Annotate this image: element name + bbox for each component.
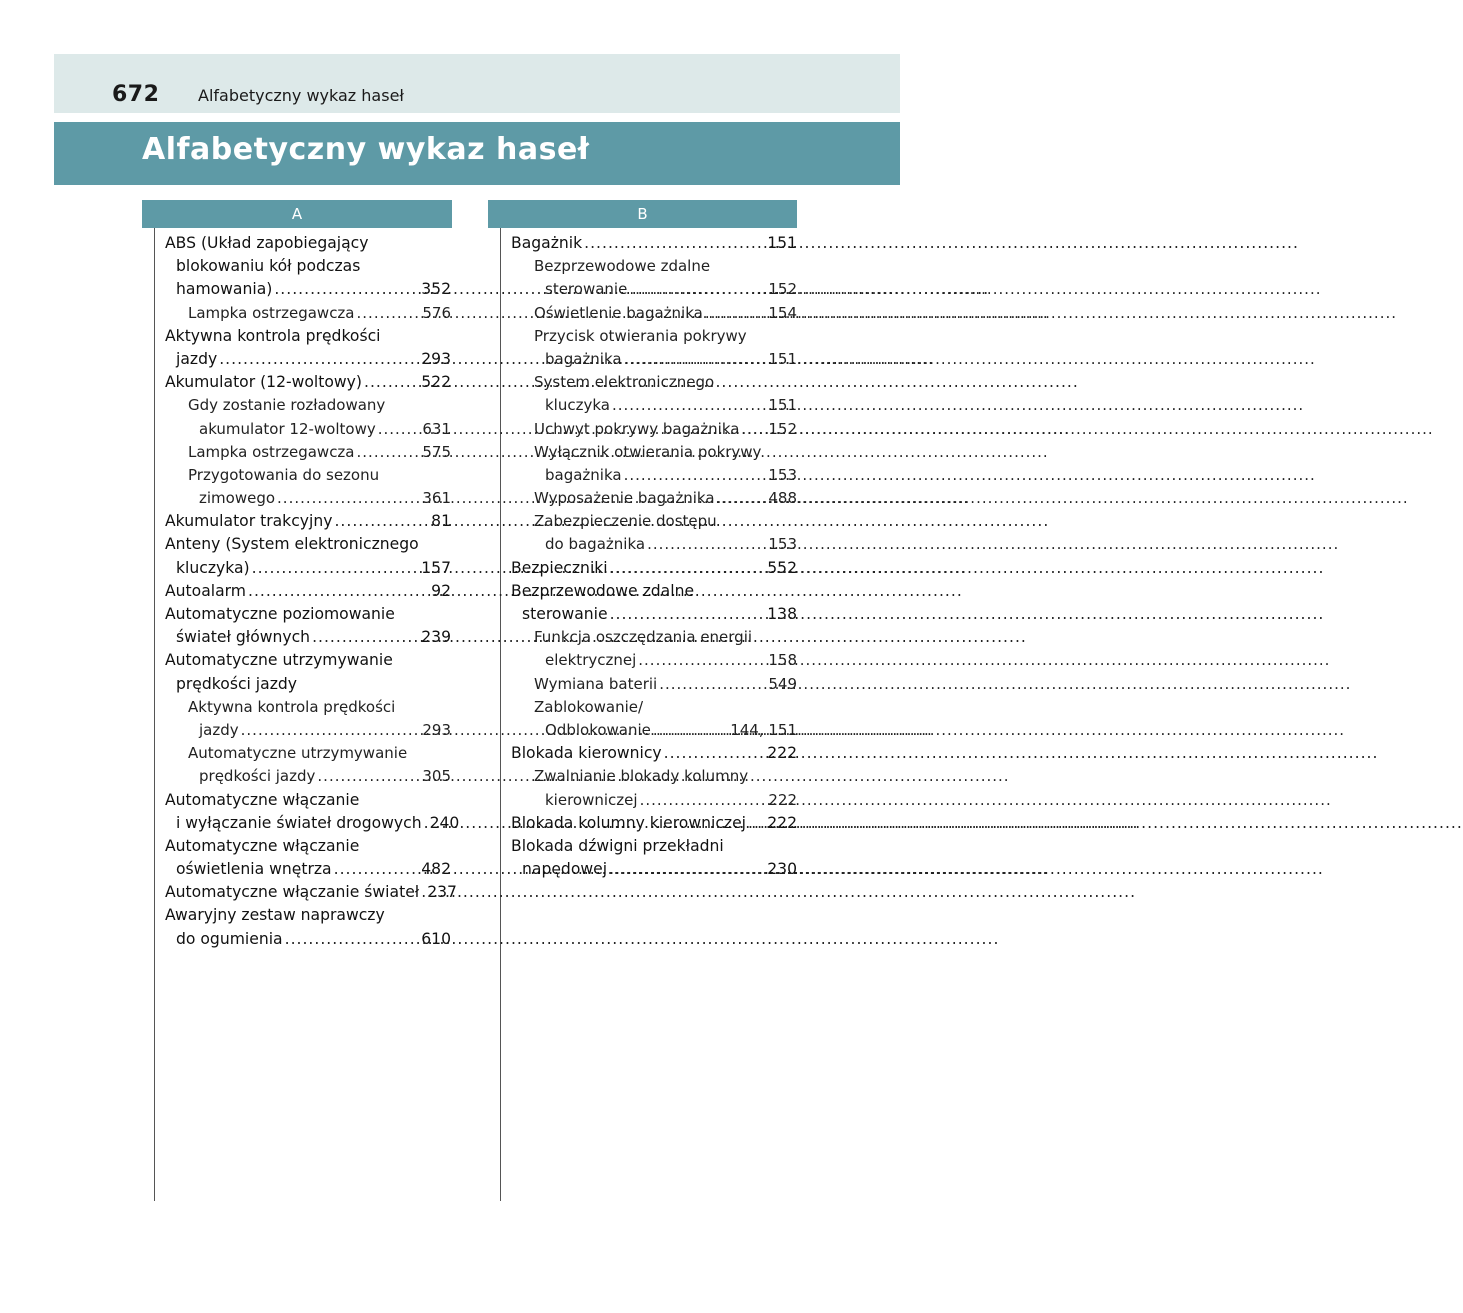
dot-leader xyxy=(246,580,429,603)
entry-label: akumulator 12-woltowy xyxy=(199,419,376,438)
dot-leader xyxy=(376,418,421,441)
entry-label: sterowanie xyxy=(545,280,628,299)
entry-page-number: 222 xyxy=(768,790,797,809)
dot-leader xyxy=(275,487,420,510)
entry-label: Uchwyt pokrywy bagażnika xyxy=(534,419,740,438)
entry-label: Blokada dźwigni przekładni xyxy=(511,836,724,855)
entry-label: Zwalnianie blokady kolumny xyxy=(534,767,749,786)
entry-page-number: 631 xyxy=(422,419,451,438)
column-rule-a xyxy=(154,228,155,1201)
entry-label: Bezprzewodowe zdalne xyxy=(511,581,695,600)
entry-label: hamowania) xyxy=(176,280,273,299)
index-subentry xyxy=(511,394,797,417)
entry-page-number: 151 xyxy=(768,396,797,415)
entry-page-number: 293 xyxy=(422,720,451,739)
entry-page-number: 158 xyxy=(768,651,797,670)
index-subentry xyxy=(165,742,451,765)
entry-page-number: 576 xyxy=(422,303,451,322)
entry-label: System elektronicznego xyxy=(534,373,715,392)
entry-label: Oświetlenie bagażnika xyxy=(534,303,703,322)
index-entry xyxy=(165,533,451,556)
page-number: 672 xyxy=(112,82,160,107)
dot-leader xyxy=(739,418,766,441)
entry-label: kluczyka xyxy=(545,396,610,415)
dot-leader xyxy=(355,302,421,325)
index-subentry xyxy=(165,464,451,487)
index-entry xyxy=(165,557,451,580)
dot-leader xyxy=(610,394,766,417)
entry-label: bagażnika xyxy=(545,349,622,368)
entry-label: prędkości jazdy xyxy=(199,767,316,786)
index-entry xyxy=(165,789,451,812)
index-subentry xyxy=(511,765,797,788)
index-subentry xyxy=(165,441,451,464)
index-subentry xyxy=(511,348,797,371)
dot-leader xyxy=(651,719,728,742)
index-subentry xyxy=(511,278,797,301)
dot-leader xyxy=(239,719,421,742)
index-entry xyxy=(511,835,797,858)
entry-label: Awaryjny zestaw naprawczy xyxy=(165,906,385,925)
index-subentry xyxy=(165,765,451,788)
entry-page-number: 222 xyxy=(767,744,797,763)
entry-label: Automatyczne włączanie świateł xyxy=(165,883,420,902)
index-subentry xyxy=(165,302,451,325)
entry-label: Gdy zostanie rozładowany xyxy=(188,396,386,415)
index-subentry xyxy=(511,673,797,696)
index-subentry xyxy=(165,696,451,719)
entry-page-number: 522 xyxy=(421,373,451,392)
index-entry xyxy=(165,626,451,649)
entry-page-number: 222 xyxy=(767,813,797,832)
entry-label: Akumulator trakcyjny xyxy=(165,512,333,531)
entry-label: Bagażnik xyxy=(511,234,583,252)
index-entry xyxy=(165,580,451,603)
dot-leader xyxy=(608,603,766,626)
entry-label: i wyłączanie świateł drogowych xyxy=(176,813,422,832)
dot-leader xyxy=(715,487,767,510)
index-entry xyxy=(165,812,460,835)
index-entry xyxy=(165,858,451,881)
entry-page-number: 575 xyxy=(422,442,451,461)
entry-label: Przycisk otwierania pokrywy xyxy=(534,326,747,345)
index-entry xyxy=(165,510,451,533)
entry-page-number: 154 xyxy=(768,303,797,322)
dot-leader xyxy=(622,464,767,487)
dot-leader xyxy=(250,557,420,580)
index-entry xyxy=(511,812,797,835)
entry-page-number: 552 xyxy=(767,558,797,577)
entry-label: Zablokowanie/ xyxy=(534,697,644,716)
entry-label: blokowaniu kół podczas xyxy=(176,257,361,276)
entry-label: Odblokowanie xyxy=(545,720,651,739)
dot-leader xyxy=(272,278,419,301)
entry-label: sterowanie xyxy=(522,605,608,623)
dot-leader xyxy=(607,858,765,881)
entry-page-number: 361 xyxy=(422,489,451,508)
entry-page-number: 151 xyxy=(768,349,797,368)
index-subentry xyxy=(511,302,797,325)
entry-label: do ogumienia xyxy=(176,929,283,948)
running-title: Alfabetyczny wykaz haseł xyxy=(198,86,404,105)
entry-label: napędowej xyxy=(522,860,608,879)
dot-leader xyxy=(419,881,425,904)
entry-label: Automatyczne włączanie xyxy=(165,836,360,855)
index-subentry xyxy=(511,510,797,533)
entry-page-number: 151 xyxy=(767,234,797,252)
index-entry xyxy=(511,603,797,626)
entry-label: do bagażnika xyxy=(545,535,646,554)
index-entry xyxy=(511,742,797,765)
dot-leader xyxy=(636,649,766,672)
entry-page-number: 144, 151 xyxy=(730,720,797,739)
dot-leader xyxy=(355,441,421,464)
entry-label: Wyposażenie bagażnika xyxy=(534,489,715,508)
running-header-bar xyxy=(54,54,900,113)
entry-page-number: 153 xyxy=(768,535,797,554)
entry-page-number: 549 xyxy=(768,674,797,693)
entry-label: Akumulator (12-woltowy) xyxy=(165,373,362,392)
entry-label: Aktywna kontrola prędkości xyxy=(188,697,396,716)
entry-page-number: 305 xyxy=(422,767,451,786)
entry-page-number: 240 xyxy=(429,813,460,832)
index-column-a xyxy=(165,232,460,951)
entry-page-number: 138 xyxy=(767,605,797,623)
index-entry xyxy=(165,928,451,951)
dot-leader xyxy=(622,348,767,371)
index-subentry xyxy=(511,649,797,672)
index-column-b xyxy=(511,232,797,881)
dot-leader xyxy=(657,673,766,696)
index-subentry xyxy=(511,533,797,556)
index-subentry xyxy=(511,418,797,441)
dot-leader xyxy=(362,371,419,394)
entry-label: Blokada kierownicy xyxy=(511,744,662,763)
entry-label: jazdy xyxy=(199,720,239,739)
entry-label: świateł głównych xyxy=(176,628,311,647)
index-entry xyxy=(165,673,451,696)
index-entry xyxy=(165,325,451,348)
entry-label: Bezpieczniki xyxy=(511,558,608,577)
index-entry xyxy=(165,904,451,927)
entry-label: kluczyka) xyxy=(176,558,250,577)
page-title: Alfabetyczny wykaz haseł xyxy=(142,132,590,167)
index-entry xyxy=(165,881,457,904)
index-entry xyxy=(165,371,451,394)
entry-page-number: 157 xyxy=(421,558,451,577)
index-entry xyxy=(511,580,797,603)
dot-leader xyxy=(217,348,419,371)
entry-label: bagażnika xyxy=(545,465,622,484)
entry-label: Autoalarm xyxy=(165,581,246,600)
entry-label: Automatyczne utrzymywanie xyxy=(165,651,393,670)
entry-page-number: 152 xyxy=(768,280,797,299)
dot-leader xyxy=(608,557,766,580)
entry-label: Aktywna kontrola prędkości xyxy=(165,326,381,345)
entry-label: Automatyczne utrzymywanie xyxy=(188,744,408,763)
dot-leader xyxy=(310,626,419,649)
entry-label: Funkcja oszczędzania energii xyxy=(534,628,753,647)
index-entry xyxy=(165,649,451,672)
section-header-a: A xyxy=(142,200,452,228)
index-entry xyxy=(165,835,451,858)
entry-label: Lampka ostrzegawcza xyxy=(188,303,355,322)
index-entry xyxy=(165,603,451,626)
index-entry xyxy=(165,255,451,278)
index-subentry xyxy=(511,255,797,278)
index-entry xyxy=(511,557,797,580)
index-subentry xyxy=(511,464,797,487)
dot-leader xyxy=(422,812,428,835)
dot-leader xyxy=(582,232,765,255)
index-entry xyxy=(165,348,451,371)
index-entry xyxy=(165,232,451,255)
index-subentry xyxy=(511,371,797,394)
index-subentry xyxy=(511,789,797,812)
index-subentry xyxy=(165,487,451,510)
entry-page-number: 239 xyxy=(421,628,451,647)
entry-label: ABS (Układ zapobiegający xyxy=(165,234,369,252)
dot-leader xyxy=(627,278,766,301)
index-subentry xyxy=(165,394,451,417)
entry-label: Lampka ostrzegawcza xyxy=(188,442,355,461)
entry-label: Wyłącznik otwierania pokrywy xyxy=(534,442,762,461)
index-entry xyxy=(511,858,797,881)
entry-label: Przygotowania do sezonu xyxy=(188,465,380,484)
entry-page-number: 153 xyxy=(768,465,797,484)
index-subentry xyxy=(511,719,797,742)
index-subentry xyxy=(511,441,797,464)
entry-label: Blokada kolumny kierowniczej xyxy=(511,813,747,832)
index-subentry xyxy=(165,719,451,742)
index-subentry xyxy=(511,325,797,348)
entry-label: Anteny (System elektronicznego xyxy=(165,535,419,554)
index-subentry xyxy=(511,487,797,510)
dot-leader xyxy=(332,858,420,881)
index-entry xyxy=(511,232,797,255)
index-subentry xyxy=(511,696,797,719)
entry-page-number: 81 xyxy=(431,512,451,531)
entry-page-number: 237 xyxy=(427,883,457,902)
entry-page-number: 352 xyxy=(421,280,451,299)
dot-leader xyxy=(662,742,766,765)
entry-label: Zabezpieczenie dostępu xyxy=(534,512,717,531)
entry-label: prędkości jazdy xyxy=(176,674,298,693)
entry-page-number: 488 xyxy=(768,489,797,508)
entry-page-number: 482 xyxy=(421,860,451,879)
entry-page-number: 230 xyxy=(767,860,797,879)
dot-leader xyxy=(332,510,429,533)
dot-leader xyxy=(283,928,420,951)
entry-label: Automatyczne poziomowanie xyxy=(165,605,395,623)
index-subentry xyxy=(511,626,797,649)
entry-label: kierowniczej xyxy=(545,790,638,809)
entry-label: oświetlenia wnętrza xyxy=(176,860,332,879)
entry-label: jazdy xyxy=(176,349,218,368)
section-header-b: B xyxy=(488,200,797,228)
dot-leader xyxy=(638,789,767,812)
entry-page-number: 610 xyxy=(421,929,451,948)
index-subentry xyxy=(165,418,451,441)
entry-label: Automatyczne włączanie xyxy=(165,790,360,809)
entry-page-number: 152 xyxy=(768,419,797,438)
entry-page-number: 293 xyxy=(421,349,451,368)
entry-label: Bezprzewodowe zdalne xyxy=(534,257,711,276)
dot-leader xyxy=(315,765,420,788)
index-entry xyxy=(165,278,451,301)
dot-leader xyxy=(703,302,767,325)
entry-label: Wymiana baterii xyxy=(534,674,658,693)
entry-page-number: 92 xyxy=(431,581,451,600)
entry-label: zimowego xyxy=(199,489,276,508)
dot-leader xyxy=(746,812,765,835)
entry-label: elektrycznej xyxy=(545,651,637,670)
dot-leader xyxy=(645,533,766,556)
